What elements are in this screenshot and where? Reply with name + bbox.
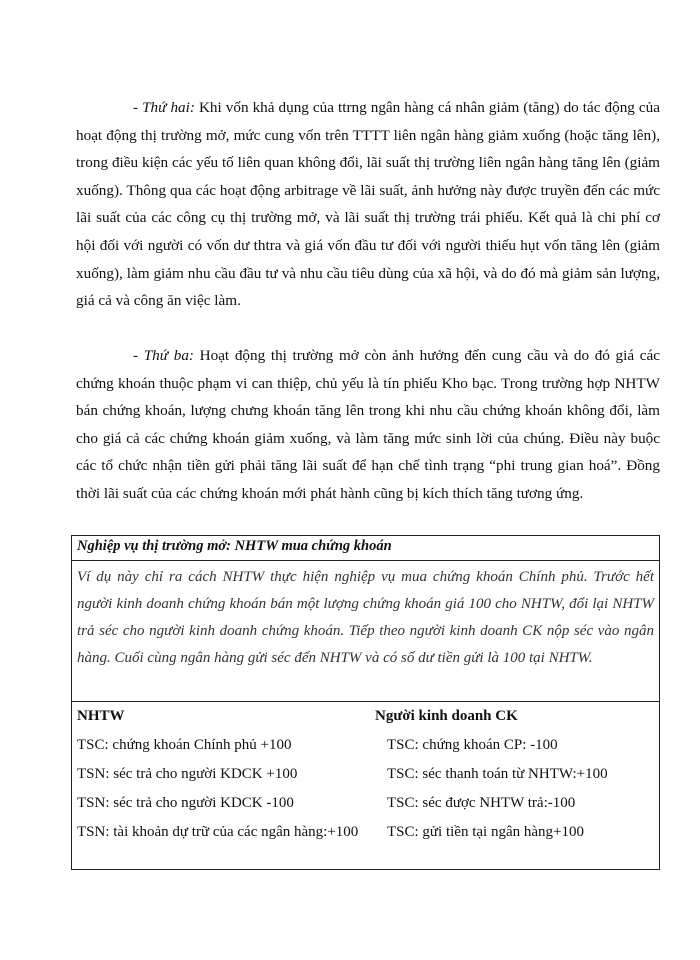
balance-sheet-columns — [72, 702, 659, 869]
box-title: Nghiệp vụ thị trường mở: NHTW mua chứng khoán — [72, 536, 659, 561]
dealer-row: TSC: séc thanh toán từ NHTW:+100 — [387, 766, 608, 782]
dealer-row: TSC: chứng khoán CP: -100 — [387, 737, 558, 753]
nhtw-row: TSC: chứng khoán Chính phủ +100 — [77, 737, 292, 753]
dealer-row: TSC: séc được NHTW trả:-100 — [387, 795, 576, 811]
dealer-row: TSC: gửi tiền tại ngân hàng+100 — [387, 824, 584, 840]
nhtw-column — [77, 702, 377, 847]
paragraph-thu-hai: - Thứ hai: Khi vốn khả dụng của ttrng ngân hàng cá nhân giảm (tăng) do tác động của hoạt động thị trường mở, mức cung vốn trên TTTT liên ngân hàng giảm xuống (hoặc tăng lên), trong điều kiện các yếu tố liên quan không đổi, lãi suất thị trường liên ngân hàng tăng lên (giảm xuống). Thông qua các hoạt động arbitrage về lãi suất, ảnh hưởng này được truyền đến các mức lãi suất của các công cụ thị trường mở, và lãi suất thị trường trái phiếu. Kết quả là chi phí cơ hội đối với người có vốn dư thtra và giá vốn đầu tư đối với người thiếu hụt vốn tăng lên (giảm xuống), làm giảm nhu cầu đầu tư và nhu cầu tiêu dùng của xã hội, và do đó mà giảm sản lượng, giá cả và công ăn việc làm. — [76, 99, 660, 310]
paragraph-thu-ba: - Thứ ba: Hoạt động thị trường mở còn ảnh hưởng đến cung cầu và do đó giá các chứng khoán thuộc phạm vi can thiệp, chủ yếu là tín phiếu Kho bạc. Trong trường hợp NHTW bán chứng khoán, lượng chưng khoán tăng lên trong khi nhu cầu chứng khoán không đổi, làm cho giá cả các chứng khoán giảm xuống, và làm tăng mức sinh lời của chúng. Điều này buộc các tổ chức nhận tiền gửi phải tăng lãi suất để hạn chế tình trạng “phi trung gian hoá”. Đồng thời lãi suất của các chứng khoán mới phát hành cũng bị kích thích tăng tương ứng. — [76, 347, 660, 502]
dealer-column — [375, 702, 660, 847]
box-description: Ví dụ này chỉ ra cách NHTW thực hiện nghiệp vụ mua chứng khoán Chính phủ. Trước hết người kinh doanh chứng khoán bán một lượng chứng khoán giá 100 cho NHTW, đổi lại NHTW trả séc cho người kinh doanh chứng khoán. Tiếp theo người kinh doanh CK nộp séc vào ngân hàng. Cuối cùng ngân hàng gửi séc đến NHTW và có số dư tiền gửi là 100 tại NHTW. — [72, 561, 659, 702]
dealer-column-header: Người kinh doanh CK — [375, 708, 518, 724]
paragraph-text: Hoạt động thị trường mở còn ảnh hưởng đến cung cầu và do đó giá các chứng khoán thuộc phạm vi can thiệp, chủ yếu là tín phiếu Kho bạc. Trong trường hợp NHTW bán chứng khoán, lượng chưng khoán tăng lên trong khi nhu cầu chứng khoán không đổi, làm cho giá cả các chứng khoán giảm xuống, và làm tăng mức sinh lời của chúng. Điều này buộc các tổ chức nhận tiền gửi phải tăng lãi suất để hạn chế tình trạng “phi trung gian hoá”. Đồng thời lãi suất của các chứng khoán mới phát hành cũng bị kích thích tăng tương ứng. — [76, 347, 660, 502]
nhtw-row: TSN: tài khoản dự trữ của các ngân hàng:+100 — [77, 824, 359, 840]
nhtw-row: TSN: séc trả cho người KDCK -100 — [77, 795, 294, 811]
paragraph-label: Thứ hai: — [142, 99, 195, 116]
nhtw-row: TSN: séc trả cho người KDCK +100 — [77, 766, 298, 782]
example-box — [71, 535, 660, 870]
paragraph-label: Thứ ba: — [143, 347, 194, 364]
nhtw-column-header: NHTW — [77, 708, 125, 724]
paragraph-text: Khi vốn khả dụng của ttrng ngân hàng cá nhân giảm (tăng) do tác động của hoạt động thị trường mở, mức cung vốn trên TTTT liên ngân hàng giảm xuống (hoặc tăng lên), trong điều kiện các yếu tố liên quan không đổi, lãi suất thị trường liên ngân hàng tăng lên (giảm xuống). Thông qua các hoạt động arbitrage về lãi suất, ảnh hưởng này được truyền đến các mức lãi suất của các công cụ thị trường mở, và lãi suất thị trường trái phiếu. Kết quả là chi phí cơ hội đối với người có vốn dư thtra và giá vốn đầu tư đối với người thiếu hụt vốn tăng lên (giảm xuống), làm giảm nhu cầu đầu tư và nhu cầu tiêu dùng của xã hội, và do đó mà giảm sản lượng, giá cả và công ăn việc làm. — [76, 99, 660, 310]
